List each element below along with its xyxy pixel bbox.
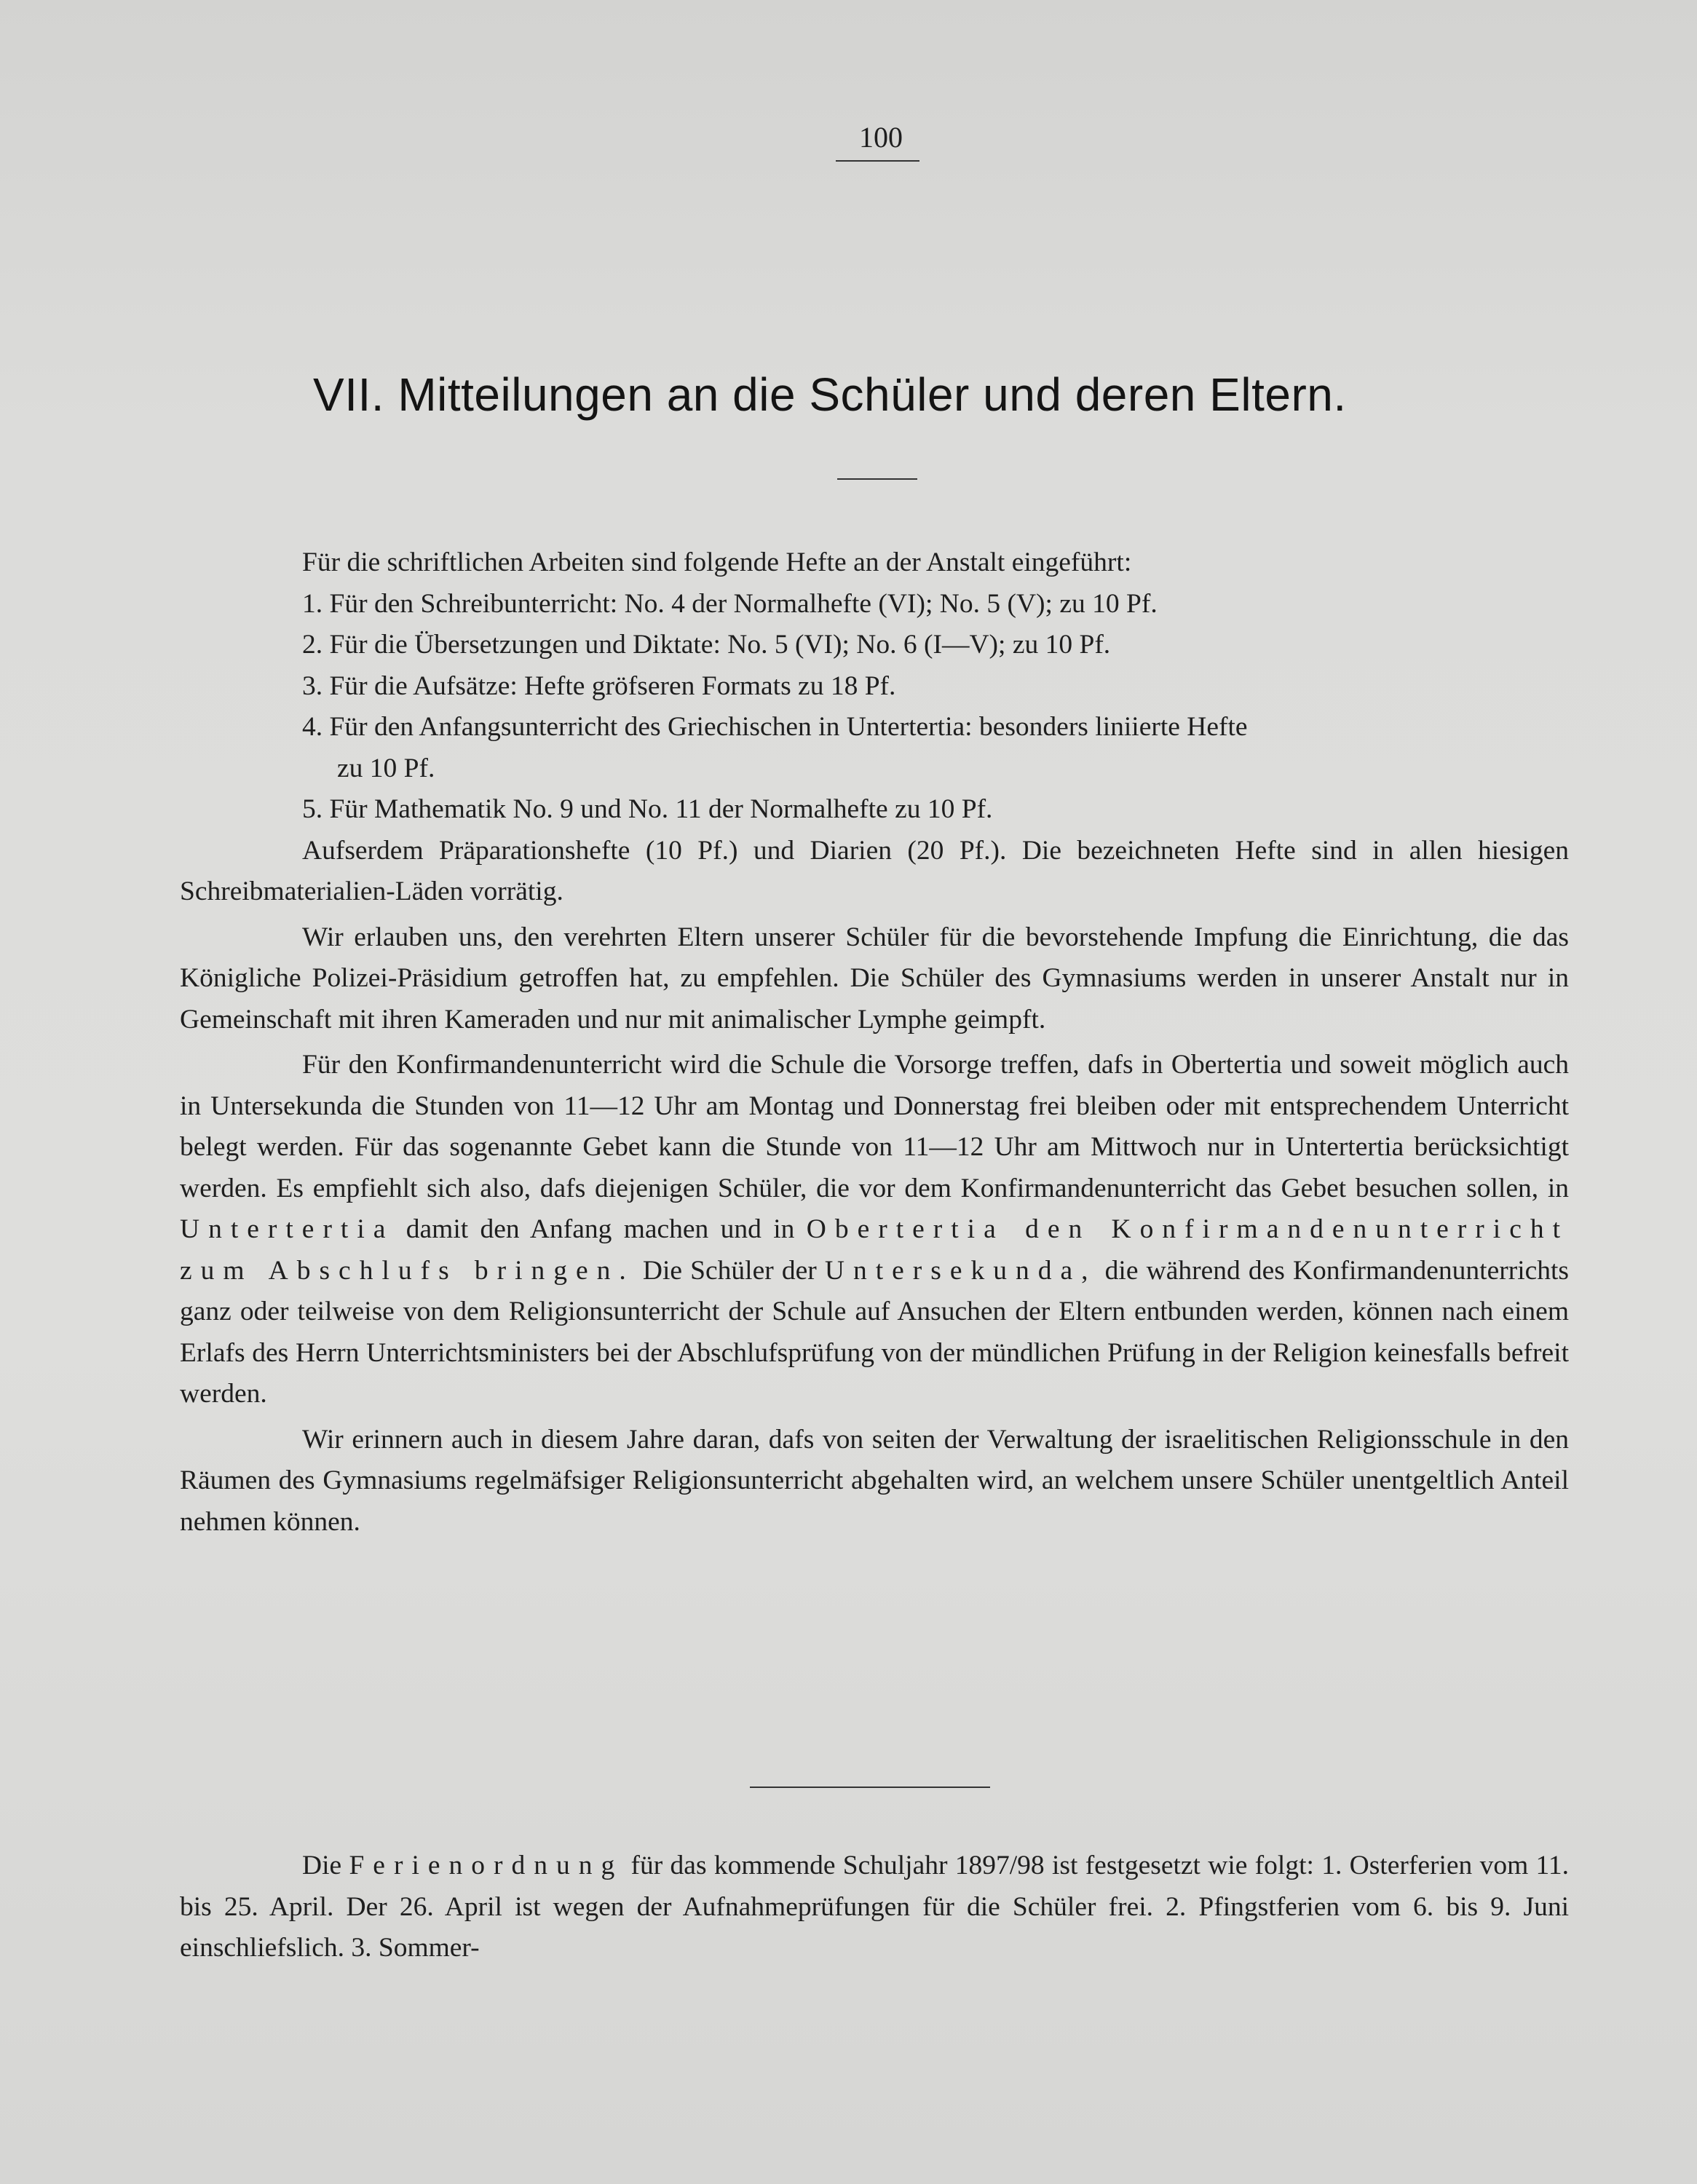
ferien-spaced: Ferienordnung	[349, 1851, 624, 1880]
title-rule	[837, 478, 917, 480]
hefte-item-4	[180, 707, 1569, 789]
hefte-item-2: 2. Für die Übersetzungen und Diktate: No. 5 (VI); No. 6 (I—V); zu 10 Pf.	[302, 630, 1111, 660]
hefte-item-4-line1: 4. Für den Anfangsunterricht des Griechischen in Untertertia: besonders liniierte Hefte	[302, 712, 1248, 742]
page-number: 100	[859, 121, 903, 154]
section-title: VII. Mitteilungen an die Schüler und deren Eltern.	[313, 368, 1347, 421]
section-divider	[750, 1787, 990, 1788]
konfirmanden-part1: Für den Konfirmandenunterricht wird die Schule die Vorsorge treffen, dafs in Obertertia und soweit möglich auch in Untersekunda die Stunden von 11—12 Uhr am Montag und Donnerstag frei bleiben oder mit entsprechendem Unterricht belegt werden. Für das sogenannte Gebet kann die Stunde von 11—12 Uhr am Mittwoch nur in Untertertia berücksichtigt werden. Es empfiehlt sich also, dafs diejenigen Schüler, die vor dem Konfirmandenunterricht das Gebet besuchen sollen, in	[180, 1050, 1569, 1203]
hefte-intro: Für die schriftlichen Arbeiten sind folgende Hefte an der Anstalt eingeführt:	[302, 547, 1132, 577]
hefte-item-3: 3. Für die Aufsätze: Hefte gröfseren Formats zu 18 Pf.	[302, 670, 896, 701]
konfirmanden-part4: die während des Konfirmandenunterrichts ganz oder teilweise von dem Religionsunterricht der Schule auf Ansuchen der Eltern entbunden werden, können nach einem Erlafs des Herrn Unterrichtsministers bei der Abschlufsprüfung von der mündlichen Prüfung in der Religion keinesfalls befreit werden.	[180, 1255, 1570, 1409]
impfung-paragraph: Wir erlauben uns, den verehrten Eltern unserer Schüler für die bevorstehende Impfung die Einrichtung, die das Königliche Polizei-Präsidium getroffen hat, zu empfehlen. Die Schüler des Gymnasiums werden in unserer Anstalt nur in Gemeinschaft mit ihren Kameraden und nur mit animalischer Lymphe geimpft.	[180, 922, 1569, 1034]
konfirmanden-spaced-3: Untersekunda,	[824, 1255, 1097, 1286]
ferien-paragraph	[180, 1845, 1569, 1969]
konfirmanden-paragraph	[180, 1045, 1569, 1415]
konfirmanden-part3: Die Schüler der	[642, 1255, 817, 1286]
konfirmanden-spaced-1: Untertertia	[180, 1214, 395, 1244]
ferien-lead: Die	[302, 1851, 342, 1880]
konfirmanden-spaced-2: Obertertia den Konfirmandenunterricht zum Abschlufs bringen.	[180, 1214, 1570, 1286]
religion-paragraph: Wir erinnern auch in diesem Jahre daran, dafs von seiten der Verwaltung der israelitischen Religionsschule in den Räumen des Gymnasiums regelmäfsiger Religionsunterricht abgehalten wird, an welchem unsere Schüler unentgeltlich Anteil nehmen können.	[180, 1424, 1569, 1537]
hefte-item-4-line2: zu 10 Pf.	[337, 753, 435, 783]
body-text	[180, 542, 1569, 1543]
ferien-rest: für das kommende Schuljahr 1897/98 ist festgesetzt wie folgt: 1. Osterferien vom 11. bis 25. April. Der 26. April ist wegen der Aufnahmeprüfungen für die Schüler frei. 2. Pfingstferien vom 6. bis 9. Juni einschliefslich. 3. Sommer-	[180, 1851, 1570, 1963]
ausserdem-paragraph: Aufserdem Präparationshefte (10 Pf.) und Diarien (20 Pf.). Die bezeichneten Hefte sind in allen hiesigen Schreibmaterialien-Läden vorrätig.	[180, 835, 1569, 906]
hefte-item-5: 5. Für Mathematik No. 9 und No. 11 der Normalhefte zu 10 Pf.	[302, 794, 993, 824]
ferien-section	[180, 1845, 1569, 1969]
konfirmanden-part2: damit den Anfang machen und in	[406, 1214, 795, 1244]
hefte-item-1: 1. Für den Schreibunterricht: No. 4 der Normalhefte (VI); No. 5 (V); zu 10 Pf.	[302, 588, 1158, 619]
page-number-rule	[836, 160, 919, 162]
